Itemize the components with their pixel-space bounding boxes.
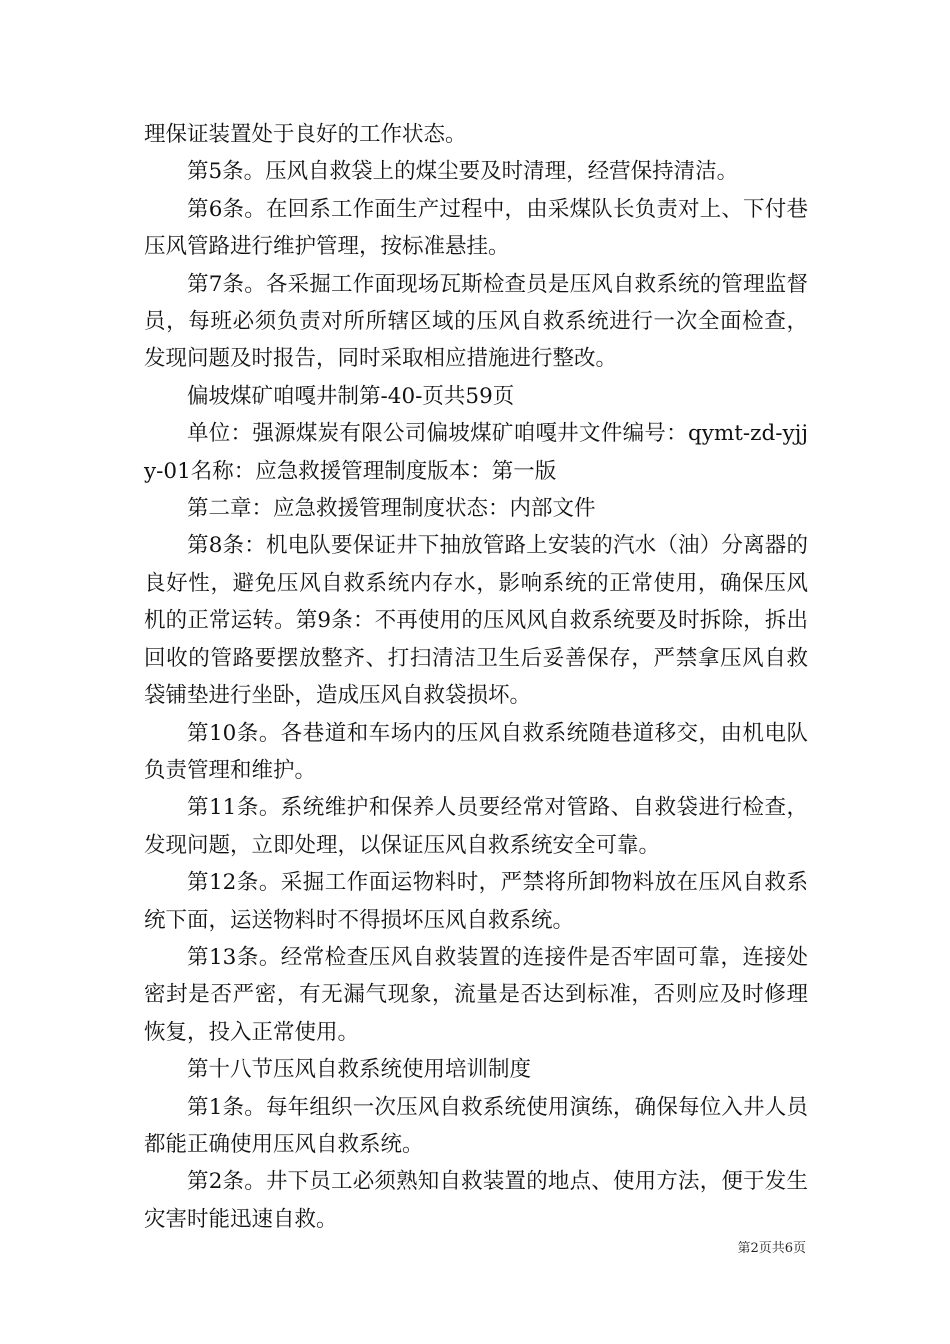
paragraph-article-5: 第5条。压风自救袋上的煤尘要及时清理，经营保持清洁。 [187, 159, 739, 185]
paragraph-article-12: 第12条。采掘工作面运物料时，严禁将所卸物料放在压风自救系统下面，运送物料时不得损坏压风自救系统。 [144, 870, 808, 933]
paragraph-article-7: 第7条。各采掘工作面现场瓦斯检查员是压风自救系统的管理监督员，每班必须负责对所所辖区域的压风自救系统进行一次全面检查，发现问题及时报告，同时采取相应措施进行整改。 [144, 271, 808, 372]
paragraph-training-article-2: 第2条。井下员工必须熟知自救装置的地点、使用方法，便于发生灾害时能迅速自救。 [144, 1169, 808, 1232]
paragraph-unit-header: 单位：强源煤炭有限公司偏坡煤矿咱嘎井文件编号：qymt-zd-yjjy-01名称：应急救援管理制度版本：第一版 [144, 421, 808, 484]
page-number-footer: 第2页共6页 [737, 1241, 806, 1256]
paragraph-article-13: 第13条。经常检查压风自救装置的连接件是否牢固可靠，连接处密封是否严密，有无漏气现象，流量是否达到标准，否则应及时修理恢复，投入正常使用。 [144, 944, 808, 1045]
paragraph-training-article-1: 第1条。每年组织一次压风自救系统使用演练，确保每位入井人员都能正确使用压风自救系统。 [144, 1094, 808, 1157]
paragraph-article-8-9: 第8条：机电队要保证井下抽放管路上安装的汽水（油）分离器的良好性，避免压风自救系统内存水，影响系统的正常使用，确保压风机的正常运转。第9条：不再使用的压风风自救系统要及时拆除，拆出回收的管路要摆放整齐、打扫清洁卫生后妥善保存，严禁拿压风自救袋铺垫进行坐卧，造成压风自救袋损坏。 [144, 533, 808, 709]
paragraph-page-marker: 偏坡煤矿咱嘎井制第-40-页共59页 [187, 383, 515, 409]
paragraph-article-10: 第10条。各巷道和车场内的压风自救系统随巷道移交，由机电队负责管理和维护。 [144, 720, 808, 783]
paragraph-continued: 理保证装置处于良好的工作状态。 [144, 122, 467, 147]
document-body [144, 116, 808, 1238]
section-heading: 第十八节压风自救系统使用培训制度 [187, 1057, 532, 1083]
paragraph-article-6: 第6条。在回系工作面生产过程中，由采煤队长负责对上、下付巷压风管路进行维护管理，按标准悬挂。 [144, 196, 808, 260]
paragraph-article-11: 第11条。系统维护和保养人员要经常对管路、自救袋进行检查，发现问题，立即处理，以保证压风自救系统安全可靠。 [144, 795, 808, 858]
paragraph-chapter-status: 第二章：应急救援管理制度状态：内部文件 [187, 496, 596, 522]
